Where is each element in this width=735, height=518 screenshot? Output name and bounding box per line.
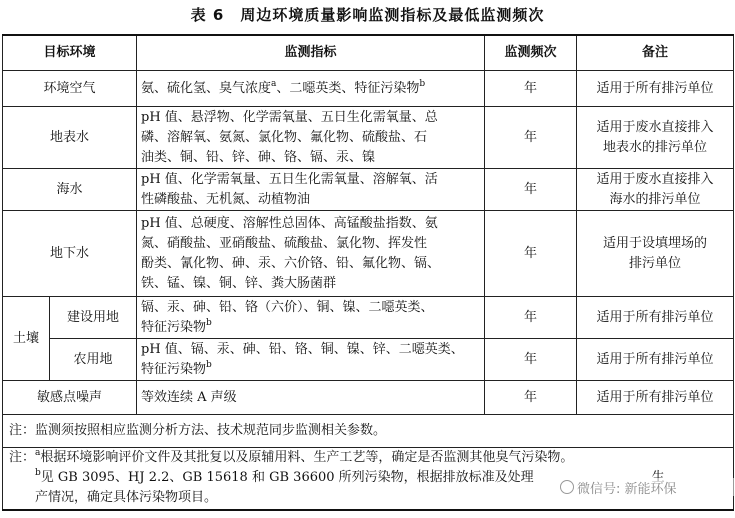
indicator-cell: 氨、硫化氢、臭气浓度$^a$、二噁英类、特征污染物$^b$ (137, 71, 485, 107)
remark-cell: 适用于设填埋场的 排污单位 (577, 211, 734, 297)
note-row (3, 415, 734, 448)
frequency-cell: 年 (485, 71, 577, 107)
indicator-cell: pH 值、总硬度、溶解性总固体、高锰酸盐指数、氨 氮、硝酸盐、亚硝酸盐、硫酸盐、氯化物、挥发性 酚类、氰化物、砷、汞、六价铬、铅、氟化物、镉、 铁、锰、镍、铜、锌、粪大肠菌群 (137, 211, 485, 297)
target-cell: 土壤 (3, 297, 50, 381)
watermark: 微信号: 新能环保 (560, 478, 735, 496)
target-cell: 海水 (3, 169, 137, 211)
table-row (3, 381, 734, 415)
target-cell: 环境空气 (3, 71, 137, 107)
remark-cell: 适用于所有排污单位 (577, 339, 734, 381)
remark-cell: 适用于废水直接排入 地表水的排污单位 (577, 107, 734, 169)
target-cell: 地表水 (3, 107, 137, 169)
remark-cell: 适用于所有排污单位 (577, 297, 734, 339)
monitoring-table (2, 34, 734, 511)
table-row (3, 71, 734, 107)
indicator-cell: pH 值、镉、汞、砷、铅、铬、铜、镍、锌、二噁英类、 特征污染物$^b$ (137, 339, 485, 381)
table-title: 表 6 周边环境质量影响监测指标及最低监测频次 (190, 6, 545, 24)
frequency-cell: 年 (485, 381, 577, 415)
wechat-logo-icon (560, 480, 574, 494)
header-frequency: 监测频次 (485, 35, 577, 71)
remark-cell: 适用于废水直接排入 海水的排污单位 (577, 169, 734, 211)
table-row (3, 339, 734, 381)
note-2: 注：$^a$根据环境影响评价文件及其批复以及原辅用料、生产工艺等，确定是否监测其他臭气污染物。 $^b$见 GB 3095、HJ 2.2、GB 15618 和 GB 36600 所列污染物，根据排放标准及处理 产情况，确定具体污染物项目。 (3, 448, 734, 510)
indicator-cell: pH 值、化学需氧量、五日生化需氧量、溶解氧、活 性磷酸盐、无机氮、动植物油 (137, 169, 485, 211)
table-row (3, 211, 734, 297)
target-cell: 敏感点噪声 (3, 381, 137, 415)
sub-target-cell: 建设用地 (50, 297, 137, 339)
indicator-cell: pH 值、悬浮物、化学需氧量、五日生化需氧量、总 磷、溶解氧、氨氮、氯化物、氟化物、硫酸盐、石 油类、铜、铅、锌、砷、铬、镉、汞、镍 (137, 107, 485, 169)
remark-cell: 适用于所有排污单位 (577, 71, 734, 107)
table-row (3, 169, 734, 211)
frequency-cell: 年 (485, 297, 577, 339)
note-1: 注：监测须按照相应监测分析方法、技术规范同步监测相关参数。 (3, 415, 734, 448)
indicator-cell: 等效连续 A 声级 (137, 381, 485, 415)
frequency-cell: 年 (485, 107, 577, 169)
header-remark: 备注 (577, 35, 734, 71)
indicator-cell: 镉、汞、砷、铅、铬（六价）、铜、镍、二噁英类、 特征污染物$^b$ (137, 297, 485, 339)
header-row (3, 35, 734, 71)
header-target: 目标环境 (3, 35, 137, 71)
table-row (3, 107, 734, 169)
sub-target-cell: 农用地 (50, 339, 137, 381)
frequency-cell: 年 (485, 339, 577, 381)
table-row (3, 297, 734, 339)
remark-cell: 适用于所有排污单位 (577, 381, 734, 415)
frequency-cell: 年 (485, 169, 577, 211)
target-cell: 地下水 (3, 211, 137, 297)
frequency-cell: 年 (485, 211, 577, 297)
header-indicator: 监测指标 (137, 35, 485, 71)
